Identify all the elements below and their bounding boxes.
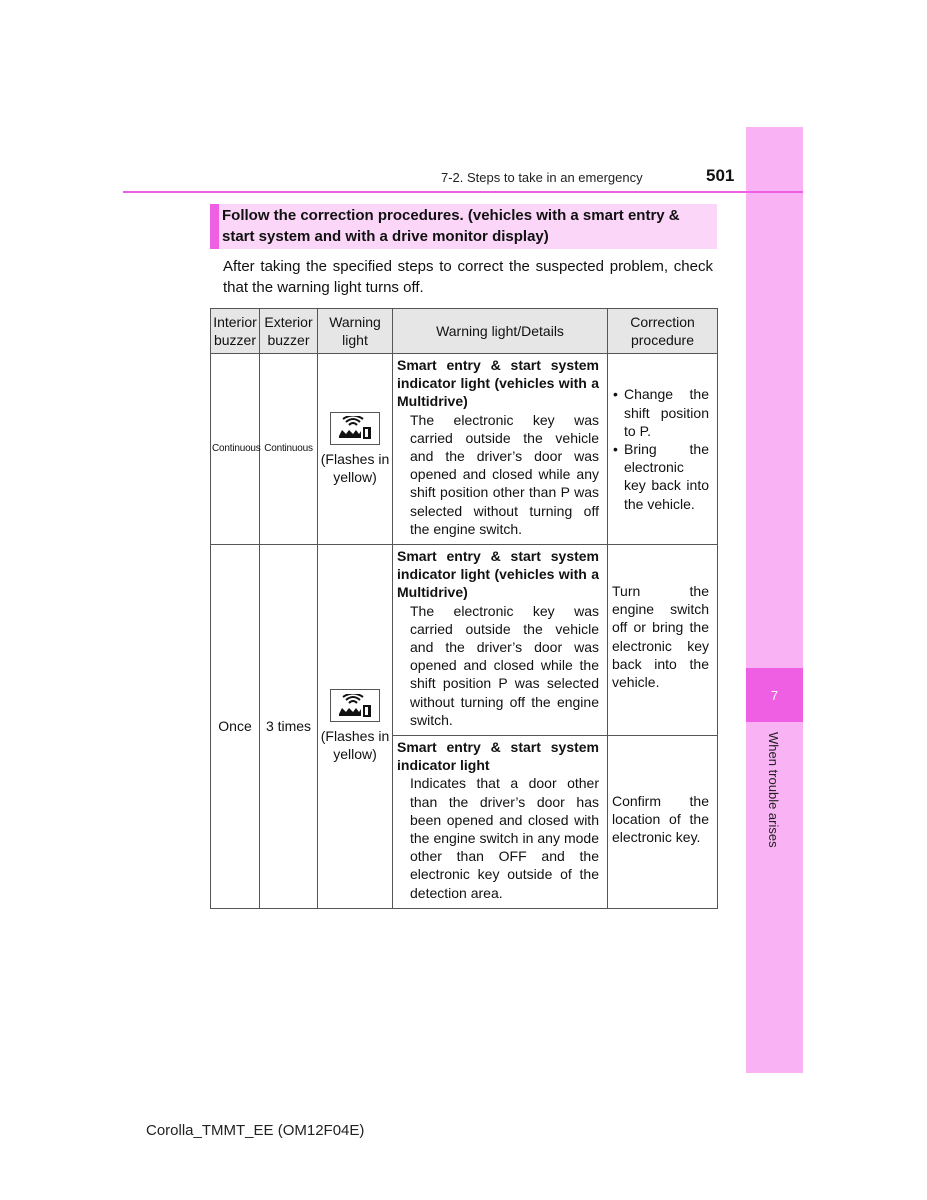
smart-entry-key-icon — [330, 412, 380, 445]
correction-cell — [608, 545, 718, 736]
header-warning-light: Warning light — [318, 309, 393, 354]
page-number: 501 — [706, 166, 735, 185]
details-cell — [393, 545, 608, 736]
details-cell — [393, 736, 608, 909]
exterior-buzzer-cell: 3 times — [260, 545, 318, 909]
warning-table — [210, 308, 718, 909]
detail-title: Smart entry & start system indicator light (vehicles with a Multidrive) — [397, 357, 599, 410]
table-header-row — [211, 309, 718, 354]
light-caption: (Flashes in yellow) — [320, 450, 390, 486]
light-caption: (Flashes in yellow) — [320, 728, 390, 763]
detail-text: Indicates that a door other than the driver’s door has been opened and closed with the engine switch in any mode other than OFF and the electronic key outside of the detection area. — [410, 775, 599, 901]
correction-text: Confirm the location of the electronic key. — [612, 793, 709, 846]
correction-cell — [608, 736, 718, 909]
table-row — [211, 545, 718, 736]
section-title: 7-2. Steps to take in an emergency — [441, 170, 643, 185]
warning-light-cell — [318, 545, 393, 909]
correction-item: • Change the shift position to P. — [624, 385, 709, 440]
interior-buzzer-cell: Continuous — [211, 354, 260, 545]
detail-title: Smart entry & start system indicator light — [397, 739, 599, 774]
header-details: Warning light/Details — [393, 309, 608, 354]
correction-item: • Bring the electronic key back into the vehicle. — [624, 440, 709, 513]
correction-cell — [608, 354, 718, 545]
smart-entry-key-icon — [330, 689, 380, 722]
footer-doc-id: Corolla_TMMT_EE (OM12F04E) — [146, 1122, 365, 1139]
chapter-side-tab — [746, 127, 803, 1073]
chapter-title: When trouble arises — [766, 732, 781, 848]
detail-text: The electronic key was carried outside the vehicle and the driver’s door was opened and closed while the shift position P was selected without turning off the engine switch. — [410, 602, 599, 728]
exterior-buzzer-cell: Continuous — [260, 354, 318, 545]
warning-light-cell — [318, 354, 393, 545]
correction-list — [612, 385, 709, 512]
chapter-number-tab[interactable]: 7 — [746, 668, 803, 722]
table-row — [211, 354, 718, 545]
detail-title: Smart entry & start system indicator light (vehicles with a Multidrive) — [397, 548, 599, 601]
details-cell — [393, 354, 608, 545]
correction-text: Turn the engine switch off or bring the electronic key back into the vehicle. — [612, 583, 709, 691]
intro-paragraph: After taking the specified steps to correct the suspected problem, check that the warning light turns off. — [223, 258, 713, 296]
header-rule — [123, 191, 803, 193]
section-heading: Follow the correction procedures. (vehicles with a smart entry & start system and with a drive monitor display) — [210, 204, 717, 249]
header-interior-buzzer: Interior buzzer — [211, 309, 260, 354]
detail-text: The electronic key was carried outside the vehicle and the driver’s door was opened and closed while any shift position other than P was selected without turning off the engine switch. — [410, 411, 599, 537]
header-correction: Correction procedure — [608, 309, 718, 354]
interior-buzzer-cell: Once — [211, 545, 260, 909]
header-exterior-buzzer: Exterior buzzer — [260, 309, 318, 354]
